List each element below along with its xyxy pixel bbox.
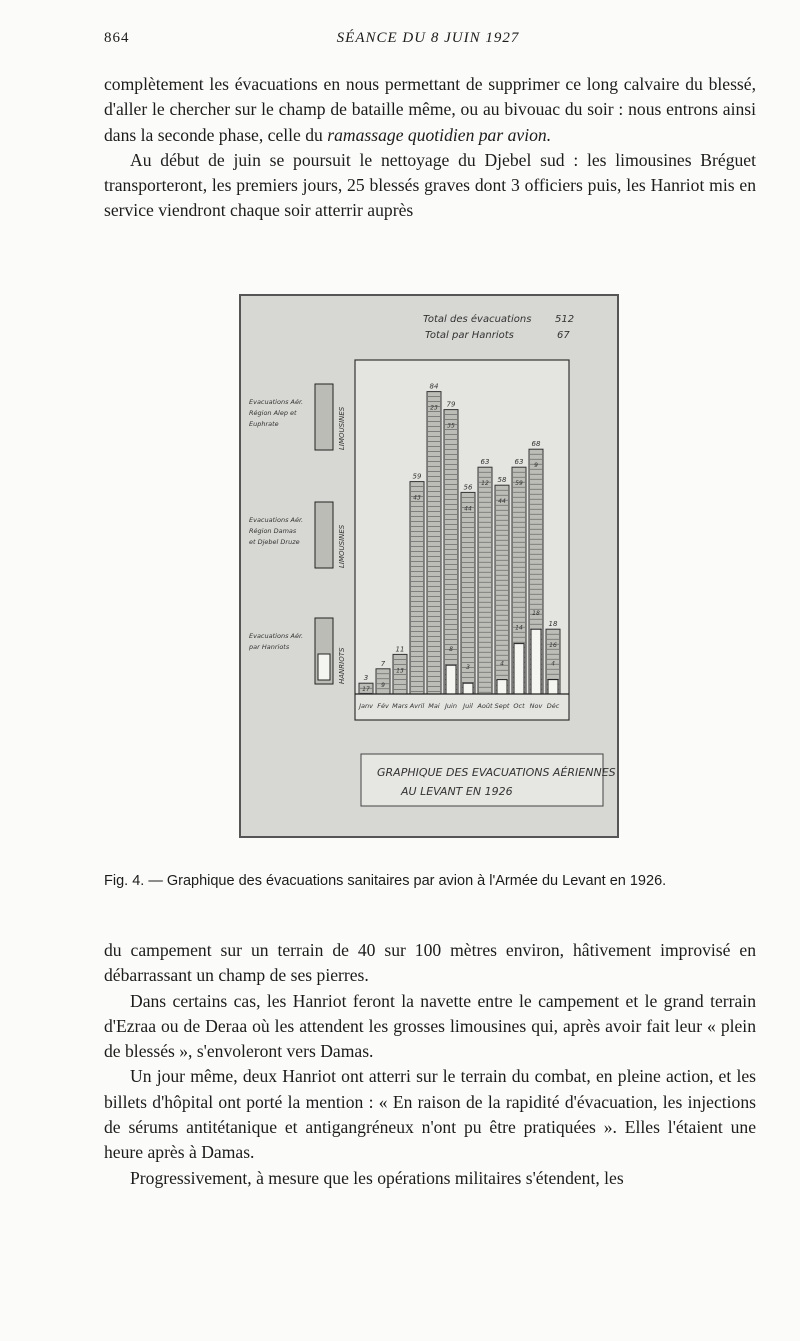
x-tick-Oct: Oct [513, 702, 525, 710]
x-tick-Juil: Juil [463, 702, 473, 710]
figure-chart [239, 294, 619, 838]
bar-label-Mars: 11 [395, 645, 405, 654]
hanriot-label-Sept: 4 [500, 660, 504, 668]
bar-label-Août: 63 [480, 458, 490, 467]
x-tick-Juin: Juin [445, 702, 457, 710]
total-evac-value: 512 [555, 314, 575, 325]
bar-label-Nov: 68 [531, 440, 541, 449]
legend-swatch [315, 384, 333, 450]
legend-line: Région Alep et [249, 409, 297, 417]
bar-label-Déc: 18 [548, 620, 558, 629]
bar-label-Sept: 58 [497, 476, 507, 485]
legend-swatch-hanriot [318, 654, 330, 680]
segment-label-Nov: 9 [534, 462, 538, 470]
segment-label-Juil: 44 [464, 505, 472, 513]
paragraph-text: complètement les évacuations en nous permettant de supprimer ce long calvaire du blessé, d'aller le chercher sur le champ de bataille même, ou au bivouac du soir : nous entrons ainsi dans la seconde phase, celle du [104, 74, 756, 145]
bar-hanriots-Juin [446, 665, 456, 694]
bar-label-Fév: 7 [380, 659, 386, 668]
bottom-text-block [104, 938, 756, 1191]
legend-line: et Djebel Druze [249, 538, 300, 546]
paragraph: Dans certains cas, les Hanriot feront la navette entre le campement et le grand terrain d'Ezraa ou de Deraa où les attendent les grosses limousines qui, après avoir fait leur « plein de blessés », s'envoleront vers Damas. [104, 990, 756, 1062]
legend-line: par Hanriots [249, 643, 290, 651]
x-tick-Fév: Fév [377, 702, 389, 710]
x-tick-Avril: Avril [409, 702, 425, 710]
hanriot-label-Nov: 18 [532, 610, 540, 618]
bar-hanriots-Juil [463, 683, 473, 694]
bar-label-Avril: 59 [412, 472, 422, 481]
chart-title-line-1: GRAPHIQUE DES EVACUATIONS AÉRIENNES [377, 766, 616, 779]
segment-label-Sept: 44 [498, 498, 506, 506]
italic-phrase: ramassage quotidien par avion. [327, 124, 552, 145]
x-tick-Mai: Mai [428, 702, 440, 710]
bar-label-Juin: 79 [446, 400, 456, 409]
bar-limousines-Août [478, 467, 492, 694]
paragraph: Un jour même, deux Hanriot ont atterri sur le terrain du combat, en pleine action, et les billets d'hôpital ont porté la mention : « En raison de la rapidité d'évacuation, les injections de sérums antitétanique et antigangréneux n'ont pu être pratiquées ». Elles l'étaient une heure après à Damas. [104, 1066, 756, 1163]
legend-side-label: LIMOUSINES [338, 524, 346, 568]
hanriot-label-Oct: 14 [515, 624, 523, 632]
legend-line: Evacuations Aér. [249, 398, 304, 406]
bar-hanriots-Sept [497, 680, 507, 694]
x-tick-Déc: Déc [546, 702, 560, 710]
legend-swatch [315, 502, 333, 568]
legend-line: Région Damas [249, 527, 297, 535]
bar-label-Oct: 63 [514, 458, 524, 467]
running-title: SÉANCE DU 8 JUIN 1927 [336, 30, 520, 46]
title-box [361, 754, 603, 806]
figure-caption: Fig. 4. — Graphique des évacuations sanitaires par avion à l'Armée du Levant en 1926. [104, 873, 667, 889]
x-tick-Mars: Mars [392, 702, 408, 710]
segment-label-Août: 12 [481, 480, 489, 488]
legend-side-label: HANRIOTS [338, 647, 346, 684]
paragraph: du campement sur un terrain de 40 sur 100 mètres environ, hâtivement improvisé en débarrassant un champ de ses pierres. [104, 940, 756, 986]
segment-label-Déc: 16 [549, 642, 557, 650]
total-hanriot-label: Total par Hanriots [425, 330, 514, 341]
top-text-block [104, 72, 756, 224]
paragraph: Au début de juin se poursuit le nettoyage du Djebel sud : les limousines Bréguet transporteront, les premiers jours, 25 blessés graves dont 3 officiers puis, les Hanriot mis en service viendront chaque soir atterrir auprès [104, 149, 756, 221]
bar-label-Juil: 56 [463, 483, 473, 492]
x-tick-Janv: Janv [359, 702, 373, 710]
legend-line: Evacuations Aér. [249, 632, 304, 640]
segment-label-Juin: 35 [447, 422, 455, 430]
bar-label-Mai: 84 [429, 382, 439, 391]
total-evac-label: Total des évacuations [423, 314, 532, 325]
x-tick-Sept: Sept [494, 702, 510, 710]
bar-label-Janv: 3 [363, 674, 369, 683]
hanriot-label-Juin: 8 [449, 646, 453, 654]
bar-limousines-Mai [427, 392, 441, 694]
segment-label-Mars: 13 [396, 667, 404, 675]
legend-side-label: LIMOUSINES [338, 406, 346, 450]
segment-label-Janv: 17 [362, 686, 370, 693]
legend [248, 384, 346, 684]
bar-hanriots-Déc [548, 680, 558, 694]
x-tick-Août: Août [477, 702, 493, 710]
segment-label-Mai: 23 [430, 404, 438, 412]
hanriot-label-Juil: 3 [466, 664, 470, 672]
bar-hanriots-Nov [531, 629, 541, 694]
total-hanriot-value: 67 [557, 330, 570, 341]
legend-line: Euphrate [249, 420, 279, 428]
segment-label-Avril: 43 [413, 494, 421, 502]
page-number: 864 [104, 30, 130, 46]
paragraph: Progressivement, à mesure que les opérations militaires s'étendent, les [130, 1167, 624, 1188]
legend-line: Evacuations Aér. [249, 516, 304, 524]
hanriot-label-Déc: 4 [551, 660, 555, 668]
page-header [104, 30, 752, 54]
bar-limousines-Avril [410, 482, 424, 694]
chart-svg [241, 296, 617, 836]
segment-label-Oct: 59 [515, 480, 523, 488]
chart-title-line-2: AU LEVANT EN 1926 [401, 785, 513, 798]
x-tick-Nov: Nov [529, 702, 543, 710]
bar-hanriots-Oct [514, 644, 524, 694]
paragraph [104, 72, 756, 148]
segment-label-Fév: 9 [381, 681, 385, 689]
